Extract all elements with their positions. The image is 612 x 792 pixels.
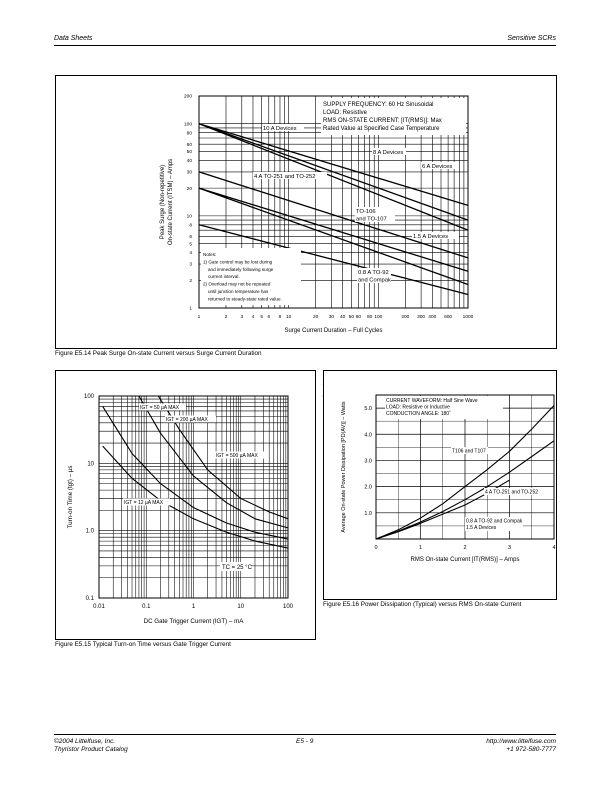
info-line: RMS ON-STATE CURRENT: [IT(RMS)]: Max [323,118,442,124]
y-tick-label: 80 [186,131,192,137]
series-label-2: 6 A Devices [422,164,453,170]
x-tick-label: 100 [374,315,383,320]
y-tick-label: 4.0 [364,432,372,439]
x-tick-label: 50 [348,315,355,320]
x-tick-label: 600 [444,315,453,320]
note-line: 2) Overload may not be repeated [203,281,271,287]
figure-14-chart [56,76,556,348]
series-line-3 [199,172,468,258]
footer-right [486,738,556,754]
y-tick-label: 1.0 [364,510,372,517]
note-line: Notes: [203,252,217,257]
series-label-2a: 0.8 A TO-92 and Compak [466,518,523,525]
y-axis-label-line2: On-state Current (ITSM) – Amps [168,158,174,246]
series-label-1: 8 A Devices [373,150,404,156]
y-tick-label: 5 [189,242,192,248]
x-axis-label: RMS On-state Current [IT(RMS)] – Amps [410,557,520,563]
note-line: and immediately following surge [208,266,274,272]
y-tick-label: 3.0 [364,458,372,465]
figure-15-caption: Figure E5.15 Typical Turn-on Time versus Gate Trigger Current [55,641,231,648]
x-tick-label: 0.1 [142,604,151,610]
x-tick-label: 100 [282,604,294,610]
x-tick-label: 1 [418,545,423,551]
note-line: current interval. [208,274,240,280]
series-line-2 [199,124,468,230]
header-rule [54,45,556,46]
footer-page-number: E5 - 9 [296,738,314,745]
info-line: CURRENT WAVEFORM: Half Sine Wave [386,398,478,404]
series-label-0: IGT = 12 µA MAX [124,500,164,506]
series-label-0: 10 A Devices [263,126,297,132]
x-axis-label: Surge Current Duration – Full Cycles [284,328,383,334]
x-tick-label: 80 [366,315,373,320]
x-tick-label: 300 [417,315,426,320]
y-axis-label-line1: Peak Surge (Non-repetitive) [160,164,166,240]
x-tick-label: 3 [507,545,512,551]
series-label-2: IGT = 200 µA MAX [166,417,208,423]
x-tick-label: 2 [463,545,467,551]
figure-16-caption: Figure E5.16 Power Dissipation (Typical) versus RMS On-state Current [323,601,522,608]
y-tick-label: 4 [189,251,192,257]
y-tick-label: 10 [186,214,192,220]
note-line: returned to steady-state rated value. [208,296,282,302]
x-tick-label: 200 [401,315,410,320]
header-right: Sensitive SCRs [507,35,556,42]
y-tick-label: 0.1 [85,596,94,602]
y-tick-label: 20 [186,186,192,192]
footer-left [54,738,128,754]
x-tick-label: 1 [191,604,196,610]
footer-copyright: ©2004 Littelfuse, Inc. [54,738,116,745]
y-tick-label: 2 [189,278,192,284]
series-label-4: TO-106 and TO-107 [356,209,387,223]
info-line: SUPPLY FREQUENCY: 60 Hz Sinusoidal [323,102,434,108]
y-tick-label: 1.0 [85,528,94,535]
x-tick-label: 1000 [462,315,474,320]
figure-15-frame [55,370,316,640]
figure-16-chart [324,371,556,599]
x-tick-label: 400 [428,315,437,320]
note-line: until junction temperature has [208,289,269,294]
x-tick-label: 2 [224,315,228,320]
footer-url: http://www.littelfuse.com [486,738,556,745]
x-tick-label: 1 [197,315,201,320]
x-tick-label: 30 [328,315,335,320]
x-tick-label: 5 [260,315,264,320]
temperature-annotation: TC = 25 °C [222,565,252,571]
y-tick-label: 5.0 [364,406,372,413]
y-tick-label: 200 [183,94,192,100]
series-label-5: 1.5 A Devices [413,234,449,240]
y-tick-label: 100 [83,394,94,400]
x-tick-label: 0.01 [93,604,105,610]
x-tick-label: 6 [267,315,271,320]
footer-rule [54,734,556,735]
x-tick-label: 4 [552,545,556,551]
y-tick-label: 60 [186,142,192,148]
y-tick-label: 30 [186,170,192,176]
figure-16-frame [323,370,557,600]
x-tick-label: 60 [355,315,362,320]
info-line: CONDUCTION ANGLE: 180˚ [386,410,451,417]
y-tick-label: 50 [186,150,192,156]
y-axis-label: Average On-state Power Dissipation [PD(AV)] – Watts [341,401,347,533]
y-axis-label: Turn-on Time (tgt) – µs [67,465,74,529]
x-tick-label: 20 [312,315,319,320]
x-tick-label: 0 [374,545,378,551]
info-line: LOAD: Resistive [323,110,368,116]
series-label-3: IGT = 500 µA MAX [216,453,258,459]
x-tick-label: 10 [237,604,245,610]
x-tick-label: 40 [339,315,346,320]
info-line: LOAD: Resistive or Inductive [386,404,450,411]
x-tick-label: 4 [251,315,255,320]
series-label-6: 0.8 A TO-92 and Compak [358,270,391,284]
info-line: Rated Value at Specified Case Temperature [323,126,440,132]
x-tick-label: 10 [285,315,292,320]
y-tick-label: 6 [189,235,192,241]
series-label-0: T106 and T107 [452,448,486,455]
footer-catalog: Thyristor Product Catalog [54,746,128,753]
series-label-1: IGT = 50 µA MAX [140,405,180,411]
series-label-3: 4 A TO-251 and TO-252 [254,174,316,180]
header-left: Data Sheets [54,35,93,42]
x-axis-label: DC Gate Trigger Current (IGT) – mA [143,618,244,625]
x-tick-label: 3 [240,315,244,320]
y-tick-label: 8 [189,223,192,229]
y-tick-label: 2.0 [364,484,372,491]
figure-14-caption: Figure E5.14 Peak Surge On-state Current versus Surge Current Duration [55,350,262,357]
y-tick-label: 1 [189,306,192,312]
series-label-1: 4 A TO-251 and TO-252 [485,489,539,496]
footer-phone: +1 972-580-7777 [506,746,556,753]
note-line: 1) Gate control may be lost during [203,259,273,265]
y-tick-label: 10 [87,461,94,468]
y-tick-label: 3 [189,262,192,268]
series-label-2b: 1.5 A Devices [466,525,497,531]
x-tick-label: 8 [278,315,282,320]
figure-15-chart [56,371,315,639]
y-tick-label: 40 [186,159,192,165]
figure-14-frame [55,75,557,349]
y-tick-label: 100 [183,122,192,128]
